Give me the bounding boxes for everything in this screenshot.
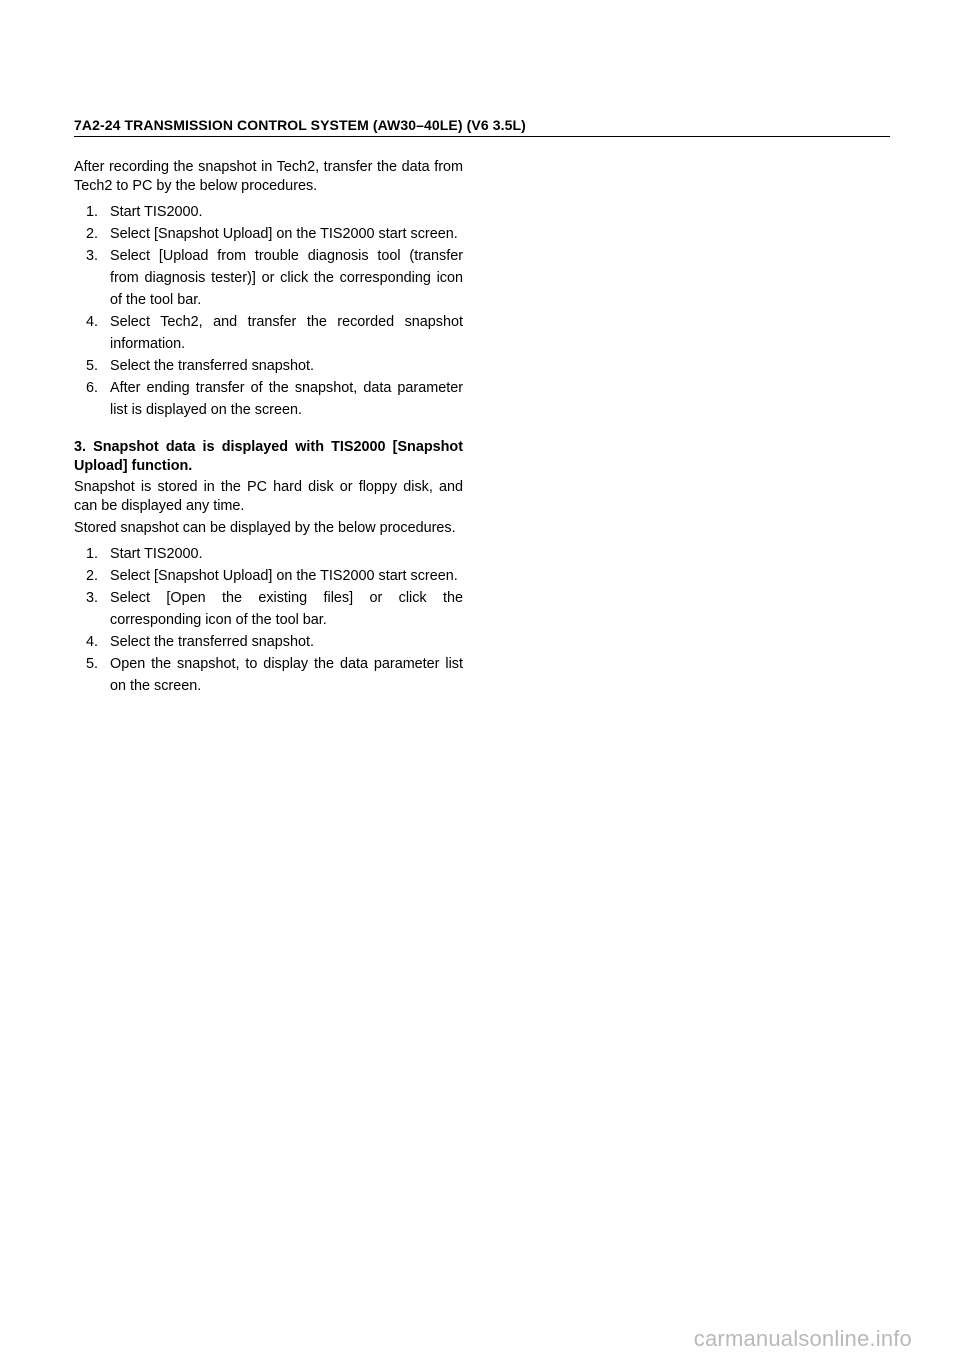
- step-text: Select [Upload from trouble diagnosis tool (transfer from diagnosis tester)] or click the corresponding icon of the tool bar.: [110, 248, 463, 308]
- watermark-text: carmanualsonline.info: [693, 1326, 912, 1351]
- page-title: 7A2-24 TRANSMISSION CONTROL SYSTEM (AW30–40LE) (V6 3.5L): [74, 117, 526, 133]
- intro-paragraph: After recording the snapshot in Tech2, transfer the data from Tech2 to PC by the below procedures.: [74, 159, 463, 194]
- list-item: [74, 245, 463, 311]
- step-text: Select [Snapshot Upload] on the TIS2000 start screen.: [110, 568, 458, 584]
- step-number: 3.: [86, 590, 99, 606]
- step-number: 2.: [86, 226, 99, 242]
- page-header: [74, 116, 890, 137]
- list-item: [74, 377, 463, 421]
- list-item: [74, 223, 463, 245]
- step-text: Select the transferred snapshot.: [110, 358, 314, 374]
- step-text: Start TIS2000.: [110, 546, 203, 562]
- step-number: 4.: [86, 314, 99, 330]
- step-number: 3.: [86, 248, 99, 264]
- step-text: Select [Snapshot Upload] on the TIS2000 start screen.: [110, 226, 458, 242]
- list-item: [74, 587, 463, 631]
- step-number: 2.: [86, 568, 99, 584]
- step-text: Open the snapshot, to display the data parameter list on the screen.: [110, 656, 463, 694]
- list-item: [74, 543, 463, 565]
- main-content: [74, 158, 463, 697]
- step-number: 1.: [86, 204, 99, 220]
- section-paragraph-storage: Snapshot is stored in the PC hard disk or floppy disk, and can be displayed any time.: [74, 479, 463, 514]
- list-item: [74, 653, 463, 697]
- section-paragraph-procedure: Stored snapshot can be displayed by the below procedures.: [74, 520, 456, 536]
- step-text: Select the transferred snapshot.: [110, 634, 314, 650]
- list-item: [74, 565, 463, 587]
- step-number: 4.: [86, 634, 99, 650]
- display-steps-list: [74, 543, 463, 697]
- list-item: [74, 631, 463, 653]
- list-item: [74, 311, 463, 355]
- step-text: Select Tech2, and transfer the recorded snapshot information.: [110, 314, 463, 352]
- section-heading: 3. Snapshot data is displayed with TIS2000 [Snapshot Upload] function.: [74, 439, 463, 474]
- step-text: Select [Open the existing files] or click the corresponding icon of the tool bar.: [110, 590, 463, 628]
- step-number: 5.: [86, 358, 99, 374]
- list-item: [74, 355, 463, 377]
- step-number: 5.: [86, 656, 99, 672]
- upload-steps-list: [74, 201, 463, 421]
- list-item: [74, 201, 463, 223]
- step-number: 6.: [86, 380, 99, 396]
- step-number: 1.: [86, 546, 99, 562]
- step-text: After ending transfer of the snapshot, data parameter list is displayed on the screen.: [110, 380, 463, 418]
- step-text: Start TIS2000.: [110, 204, 203, 220]
